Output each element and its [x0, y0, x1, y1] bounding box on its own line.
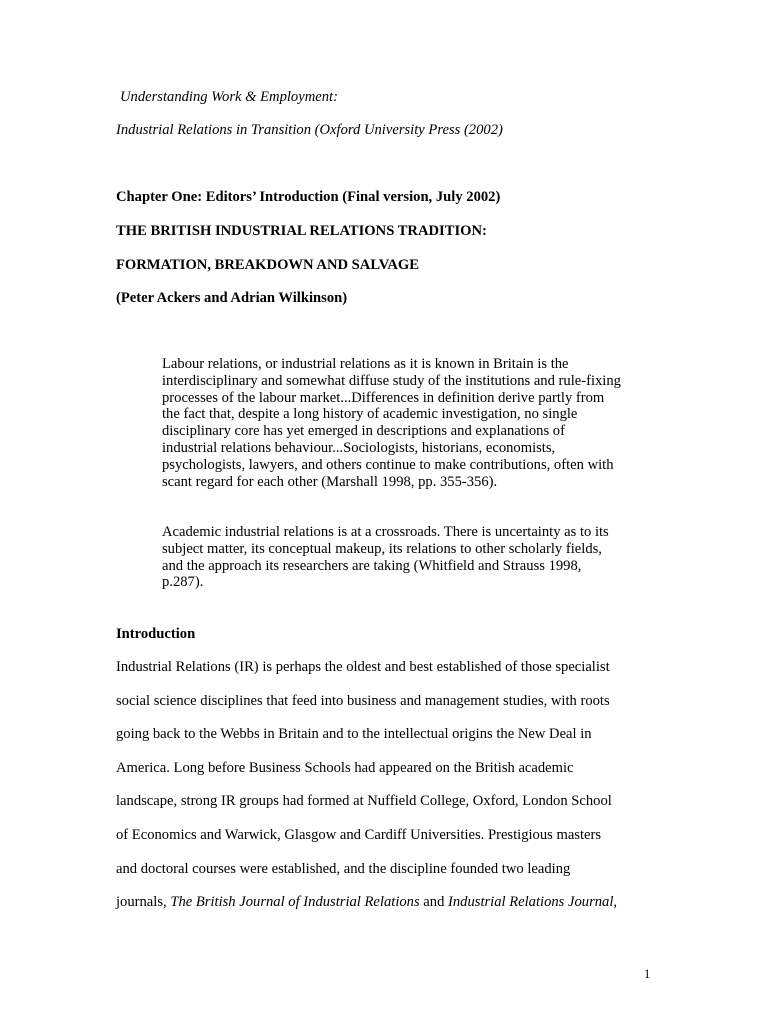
body-line: and doctoral courses were established, and the discipline founded two leading [116, 860, 571, 877]
body-line-last [116, 893, 656, 927]
body-paragraph [116, 658, 656, 927]
quote-line: the fact that, despite a long history of academic investigation, no single [162, 406, 578, 423]
body-line: of Economics and Warwick, Glasgow and Cardiff Universities. Prestigious masters [116, 826, 602, 843]
quote-line: Labour relations, or industrial relations as it is known in Britain is the [162, 356, 569, 372]
quote-line: industrial relations behaviour...Sociologists, historians, economists, [162, 439, 556, 456]
quote-line: scant regard for each other (Marshall 1998, pp. 355-356). [162, 473, 498, 490]
epigraph-quote-1 [162, 356, 652, 490]
quote-line: disciplinary core has yet emerged in descriptions and explanations of [162, 423, 565, 440]
body-line: Industrial Relations (IR) is perhaps the oldest and best established of those specialist [116, 659, 610, 675]
book-title: Understanding Work & Employment: [120, 89, 338, 105]
chapter-title-line-1: THE BRITISH INDUSTRIAL RELATIONS TRADITION: [116, 223, 487, 239]
quote-line: and the approach its researchers are taking (Whitfield and Strauss 1998, [162, 557, 582, 574]
section-heading: Introduction [116, 626, 196, 642]
quote-line: subject matter, its conceptual makeup, its relations to other scholarly fields, [162, 540, 602, 557]
body-text: and [419, 894, 449, 911]
quote-line: processes of the labour market...Differences in definition derive partly from [162, 389, 605, 406]
body-text: journals, [116, 894, 171, 911]
epigraph-quote-2 [162, 524, 652, 591]
body-line: social science disciplines that feed into business and management studies, with roots [116, 692, 610, 709]
journal-title-irj: Industrial Relations Journal [448, 894, 614, 911]
journal-title-bjir: The British Journal of Industrial Relations [170, 894, 420, 911]
page-number: 1 [644, 967, 651, 981]
chapter-heading: Chapter One: Editors’ Introduction (Final version, July 2002) [116, 189, 501, 205]
book-subtitle: Industrial Relations in Transition (Oxford University Press (2002) [116, 122, 503, 138]
body-text: , [613, 894, 618, 911]
quote-line: p.287). [162, 574, 204, 591]
chapter-title-line-2: FORMATION, BREAKDOWN AND SALVAGE [116, 257, 419, 273]
quote-line: interdisciplinary and somewhat diffuse study of the institutions and rule-fixing [162, 372, 621, 389]
quote-line: Academic industrial relations is at a crossroads. There is uncertainty as to its [162, 524, 609, 540]
body-line: America. Long before Business Schools had appeared on the British academic [116, 759, 574, 776]
chapter-authors: (Peter Ackers and Adrian Wilkinson) [116, 290, 348, 306]
body-line: landscape, strong IR groups had formed at Nuffield College, Oxford, London School [116, 793, 612, 810]
body-line: going back to the Webbs in Britain and to the intellectual origins the New Deal in [116, 726, 592, 743]
quote-line: psychologists, lawyers, and others continue to make contributions, often with [162, 456, 614, 473]
